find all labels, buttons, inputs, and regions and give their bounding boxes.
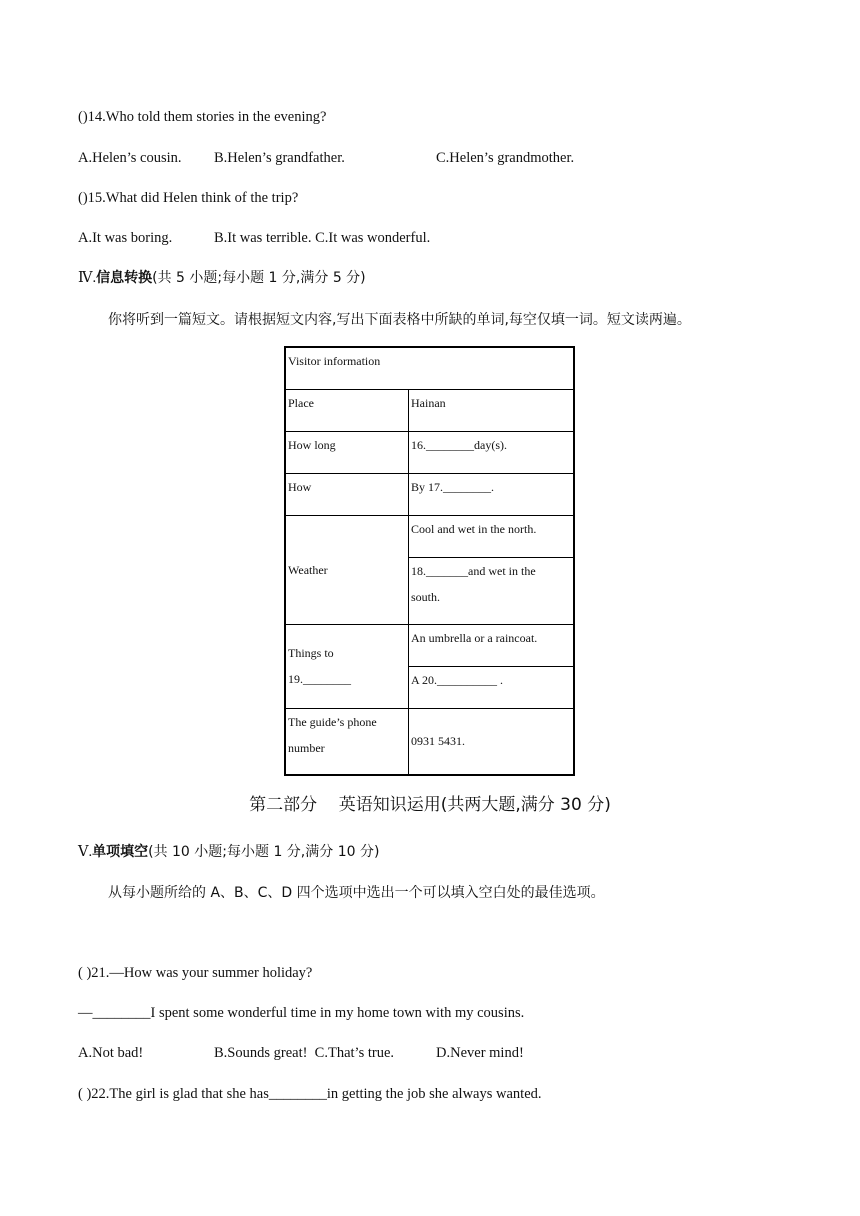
- weather-north: Cool and wet in the north.: [409, 515, 575, 557]
- weather-label: Weather: [285, 515, 409, 624]
- visitor-info-table: [284, 346, 575, 776]
- weather-south-line-2: south.: [411, 589, 441, 604]
- section-4-heading: [78, 269, 366, 287]
- phone-value: 0931 5431.: [409, 708, 575, 775]
- section-4-instruction: 你将听到一篇短文。请根据短文内容,写出下面表格中所缺的单词,每空仅填一词。短文读两遍。: [108, 312, 691, 328]
- table-row: [285, 473, 574, 515]
- question-15-stem: ()15.What did Helen think of the trip?: [78, 190, 299, 206]
- section-5-heading: [78, 843, 379, 861]
- question-14-stem: ()14.Who told them stories in the evening?: [78, 109, 327, 125]
- q14-option-c: C.Helen’s grandmother.: [436, 150, 575, 166]
- things-value-2: A 20.__________ .: [409, 666, 575, 708]
- question-21-answer-line: —________I spent some wonderful time in my home town with my cousins.: [78, 1005, 525, 1021]
- part-2-title: 第二部分 英语知识运用(共两大题,满分 30 分): [249, 795, 611, 815]
- phone-label-line-2: number: [288, 740, 325, 755]
- things-label-line-1: Things to: [288, 646, 334, 660]
- place-label: Place: [285, 389, 409, 431]
- table-header: Visitor information: [285, 347, 574, 389]
- things-label: [285, 624, 409, 708]
- section-4-title: 信息转换: [96, 270, 153, 286]
- phone-label-line-1: The guide’s phone: [288, 714, 377, 729]
- question-21-stem: ( )21.—How was your summer holiday?: [78, 965, 313, 981]
- how-label: How: [285, 473, 409, 515]
- q14-option-b: B.Helen’s grandfather.: [214, 150, 345, 166]
- how-value: By 17.________.: [409, 473, 575, 515]
- section-5-detail: (共 10 小题;每小题 1 分,满分 10 分): [148, 844, 380, 860]
- section-5-title: 单项填空: [92, 844, 149, 860]
- section-5-number: Ⅴ.: [78, 844, 93, 860]
- table-row: [285, 708, 574, 775]
- question-22-stem: ( )22.The girl is glad that she has________in getting the job she always wanted.: [78, 1086, 542, 1102]
- table-row: [285, 624, 574, 666]
- q14-option-a: A.Helen’s cousin.: [78, 150, 182, 166]
- q21-options-bc: B.Sounds great! C.That’s true.: [214, 1045, 395, 1061]
- table-row: [285, 389, 574, 431]
- section-4-number: Ⅳ.: [78, 270, 97, 286]
- section-5-instruction: 从每小题所给的 A、B、C、D 四个选项中选出一个可以填入空白处的最佳选项。: [108, 885, 605, 901]
- q15-options-bc: B.It was terrible. C.It was wonderful.: [214, 230, 431, 246]
- section-4-detail: (共 5 小题;每小题 1 分,满分 5 分): [152, 270, 366, 286]
- q21-option-d: D.Never mind!: [436, 1045, 524, 1061]
- q21-option-a: A.Not bad!: [78, 1045, 144, 1061]
- place-value: Hainan: [409, 389, 575, 431]
- things-label-line-2: 19.________: [288, 672, 351, 686]
- weather-south: [409, 557, 575, 624]
- q15-option-a: A.It was boring.: [78, 230, 173, 246]
- phone-label: [285, 708, 409, 775]
- table-row: [285, 431, 574, 473]
- things-value-1: An umbrella or a raincoat.: [409, 624, 575, 666]
- table-row: [285, 515, 574, 557]
- weather-south-line-1: 18._______and wet in the: [411, 563, 536, 578]
- how-long-value: 16.________day(s).: [409, 431, 575, 473]
- how-long-label: How long: [285, 431, 409, 473]
